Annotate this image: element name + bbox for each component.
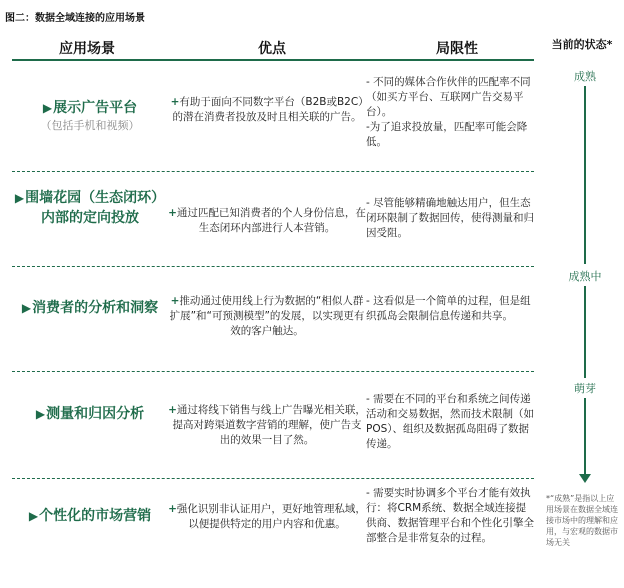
scenario-walled-garden xyxy=(12,188,168,228)
plus-icon: + xyxy=(170,96,180,108)
scenario-title: 个性化的市场营销 xyxy=(39,508,152,524)
triangle-right-icon: ▶ xyxy=(35,407,46,421)
figure-caption: 图二：数据全域连接的应用场景 xyxy=(5,13,145,24)
pros-cell xyxy=(168,294,366,339)
status-mature: 成熟 xyxy=(560,68,610,84)
limit-item xyxy=(366,75,536,120)
status-maturing: 成熟中 xyxy=(560,268,610,284)
plus-icon: + xyxy=(168,503,177,515)
status-scale-line xyxy=(584,86,586,264)
pros-cell xyxy=(168,403,366,448)
limits-cell xyxy=(366,196,536,241)
pros-text: 通过匹配已知消费者的个人身份信息，在生态闭环内部进行人本营销。 xyxy=(176,207,366,234)
limits-cell xyxy=(366,75,536,150)
limits-cell xyxy=(366,294,536,324)
pros-text: 有助于面向不同数字平台（B2B或B2C）的潜在消费者投放及时且相关联的广告。 xyxy=(172,96,364,123)
triangle-right-icon: ▶ xyxy=(21,301,32,315)
arrow-down-icon xyxy=(579,474,591,483)
row-divider xyxy=(12,478,534,479)
row-divider xyxy=(12,171,534,172)
pros-cell xyxy=(168,95,366,125)
dash-icon: - xyxy=(366,121,370,133)
scenario-consumer-insights xyxy=(12,298,168,318)
plus-icon: + xyxy=(170,295,180,307)
scenario-title: 围墙花园（生态闭环）内部的定向投放 xyxy=(25,190,166,226)
status-emerging: 萌芽 xyxy=(560,380,610,396)
footnote: *“成熟”是指以上应用场景在数据全域连接市场中的理解和应用，与宏观的数据市场无关 xyxy=(546,494,618,547)
scenario-personalization xyxy=(12,506,168,526)
limits-cell xyxy=(366,392,536,452)
limit-item xyxy=(366,120,536,150)
limit-item xyxy=(366,486,536,546)
pros-text: 强化识别非认证用户，更好地管理私域，以便提供特定的用户内容和优惠。 xyxy=(176,503,366,530)
dash-icon: - xyxy=(366,487,370,499)
limit-text: 尽管能够精确地触达用户，但生态闭环限制了数据回传，使得测量和归因受阻。 xyxy=(366,197,534,239)
limits-cell xyxy=(366,486,536,546)
row-divider xyxy=(12,371,534,372)
pros-cell xyxy=(168,502,366,532)
header-scenario: 应用场景 xyxy=(59,41,115,57)
triangle-right-icon: ▶ xyxy=(14,191,25,205)
dash-icon: - xyxy=(366,76,370,88)
limit-text: 需要实时协调多个平台才能有效执行：将CRM系统、数据全域连接提供商、数据管理平台和个性化引擎全部整合是非常复杂的过程。 xyxy=(366,487,534,544)
status-scale-line xyxy=(584,398,586,476)
limit-item xyxy=(366,196,536,241)
header-limits: 局限性 xyxy=(436,41,478,57)
dash-icon: - xyxy=(366,197,370,209)
row-divider xyxy=(12,266,534,267)
header-pros: 优点 xyxy=(258,41,286,57)
pros-text: 推动通过使用线上行为数据的“相似人群扩展”和“可预测模型”的发展，以实现更有效的客户触达。 xyxy=(169,295,365,337)
plus-icon: + xyxy=(168,404,177,416)
header-status: 当前的状态* xyxy=(551,38,613,51)
limit-item xyxy=(366,392,536,452)
scenario-title: 测量和归因分析 xyxy=(46,406,145,422)
status-scale-line xyxy=(584,286,586,378)
dash-icon: - xyxy=(366,295,370,307)
scenario-title: 消费者的分析和洞察 xyxy=(32,300,159,316)
limit-text: 为了追求投放量，匹配率可能会降低。 xyxy=(366,121,528,148)
triangle-right-icon: ▶ xyxy=(42,101,53,115)
scenario-measurement xyxy=(12,404,168,424)
dash-icon: - xyxy=(366,393,370,405)
pros-text: 通过将线下销售与线上广告曝光相关联，提高对跨渠道数字营销的理解，使广告支出的效果一目了然。 xyxy=(172,404,366,446)
pros-cell xyxy=(168,206,366,236)
scenario-title: 展示广告平台 xyxy=(53,100,138,116)
limit-item xyxy=(366,294,536,324)
limit-text: 需要在不同的平台和系统之间传递活动和交易数据，然而技术限制（如POS）、组织及数据孤岛阻碍了数据传递。 xyxy=(366,393,534,450)
triangle-right-icon: ▶ xyxy=(28,509,39,523)
limit-text: 这看似是一个简单的过程，但是组织孤岛会限制信息传递和共享。 xyxy=(366,295,531,322)
plus-icon: + xyxy=(168,207,177,219)
scenario-display-ads xyxy=(12,98,168,134)
limit-text: 不同的媒体合作伙伴的匹配率不同（如买方平台、互联网广告交易平台）。 xyxy=(366,76,531,118)
header-rule xyxy=(12,59,534,61)
scenario-subtitle: （包括手机和视频） xyxy=(40,119,140,132)
